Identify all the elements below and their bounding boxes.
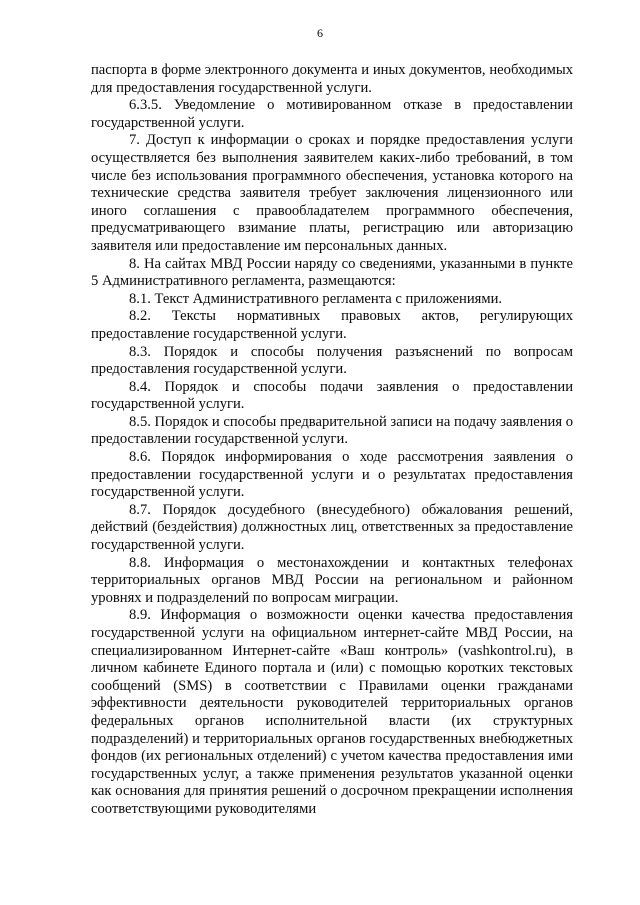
- paragraph-8: 8. На сайтах МВД России наряду со сведениями, указанными в пункте 5 Административного регламента, размещаются:: [91, 255, 573, 290]
- paragraph-8-4: 8.4. Порядок и способы подачи заявления о предоставлении государственной услуги.: [91, 378, 573, 413]
- document-body: [91, 62, 573, 819]
- paragraph-continuation: паспорта в форме электронного документа и иных документов, необходимых для предоставления государственной услуги.: [91, 62, 573, 96]
- paragraph-8-7: 8.7. Порядок досудебного (внесудебного) обжалования решений, действий (бездействия) должностных лиц, ответственных за предоставление государственной услуги.: [91, 501, 573, 554]
- paragraph-8-5: 8.5. Порядок и способы предварительной записи на подачу заявления о предоставлении государственной услуги.: [91, 413, 573, 448]
- paragraph-8-1: 8.1. Текст Административного регламента с приложениями.: [129, 290, 503, 307]
- paragraph-8-3: 8.3. Порядок и способы получения разъяснений по вопросам предоставления государственной услуги.: [91, 343, 573, 378]
- paragraph-8-6: 8.6. Порядок информирования о ходе рассмотрения заявления о предоставлении государственной услуги и о результатах предоставления государственной услуги.: [91, 449, 573, 501]
- page-number: 6: [317, 26, 323, 40]
- paragraph-8-9: 8.9. Информация о возможности оценки качества предоставления государственной услуги на официальном интернет-сайте МВД России, на специализированном Интернет-сайте «Ваш контроль» (vashkontrol.ru), в личном кабинете Единого портала и (или) с помощью коротких текстовых сообщений (SMS) в соответствии с Правилами оценки гражданами эффективности деятельности руководителей территориальных органов федеральных органов исполнительной власти (их структурных подразделений) и территориальных органов государственных внебюджетных фондов (их региональных отделений) с учетом качества предоставления ими государственных услуг, а также применения результатов указанной оценки как основания для принятия решений о досрочном прекращении исполнения соответствующими руководителями: [91, 607, 573, 817]
- paragraph-6-3-5: 6.3.5. Уведомление о мотивированном отказе в предоставлении государственной услуги.: [91, 97, 573, 131]
- paragraph-8-2: 8.2. Тексты нормативных правовых актов, регулирующих предоставление государственной услуги.: [91, 308, 573, 342]
- paragraph-7: 7. Доступ к информации о сроках и порядке предоставления услуги осуществляется без выполнения заявителем каких-либо требований, в том числе без использования программного обеспечения, установка которого на технические средства заявителя требует заключения лицензионного или иного соглашения с правообладателем программного обеспечения, предусматривающего взимание платы, регистрацию или авторизацию заявителя или предоставление им персональных данных.: [91, 132, 573, 254]
- paragraph-8-8: 8.8. Информация о местонахождении и контактных телефонах территориальных органов МВД России на региональном и районном уровнях и подразделений по вопросам миграции.: [91, 554, 573, 606]
